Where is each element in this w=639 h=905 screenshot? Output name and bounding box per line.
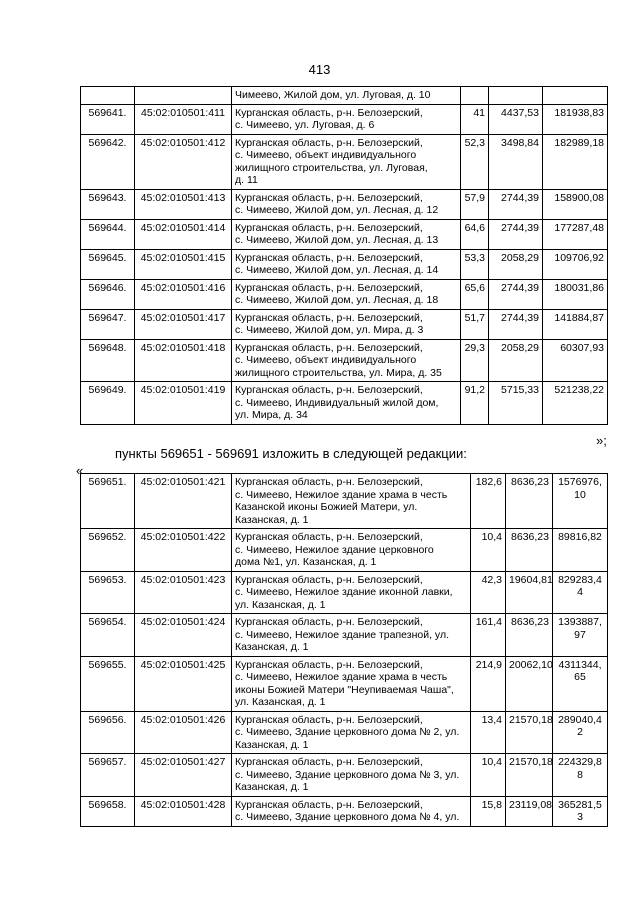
cadastral-number-cell: 45:02:010501:427 [135,754,232,797]
specific-value-cell: 2744,39 [489,309,543,339]
table-row [81,189,608,219]
cadastral-number-cell: 45:02:010501:428 [135,796,232,826]
row-number-cell: 569644. [81,219,135,249]
specific-value-cell: 3498,84 [489,134,543,189]
closing-quote: »; [596,433,607,448]
address-cell: Курганская область, р-н. Белозерский, с. Чимеево, объект индивидуального жилищного строительства, ул. Луговая, д. 11 [232,134,461,189]
cadastral-value-cell: 521238,22 [543,382,608,425]
cadastral-value-cell: 182989,18 [543,134,608,189]
address-cell: Курганская область, р-н. Белозерский, с. Чимеево, Нежилое здание иконной лавки, ул. Казанская, д. 1 [232,571,471,614]
row-number-cell: 569643. [81,189,135,219]
specific-value-cell: 2744,39 [489,279,543,309]
row-number-cell: 569657. [81,754,135,797]
area-cell [461,87,489,105]
page-number: 413 [308,62,331,77]
address-cell: Курганская область, р-н. Белозерский, с. Чимеево, Нежилое здание трапезной, ул. Казанская, д. 1 [232,614,471,657]
cadastral-number-cell: 45:02:010501:416 [135,279,232,309]
address-cell: Курганская область, р-н. Белозерский, с. Чимеево, объект индивидуального жилищного строительства, ул. Мира, д. 35 [232,339,461,382]
cadastral-value-cell: 177287,48 [543,219,608,249]
address-cell: Курганская область, р-н. Белозерский, с. Чимеево, Здание церковного дома № 3, ул. Казанская, д. 1 [232,754,471,797]
area-cell: 13,4 [471,711,506,754]
cadastral-value-cell: 224329,88 [553,754,608,797]
cadastral-value-cell: 4311344,65 [553,656,608,711]
address-cell: Чимеево, Жилой дом, ул. Луговая, д. 10 [232,87,461,105]
amendment-instruction: пункты 569651 - 569691 изложить в следующей редакции: [115,446,467,461]
table-row [81,309,608,339]
area-cell: 15,8 [471,796,506,826]
property-table-1 [80,86,608,425]
table-row [81,614,608,657]
area-cell: 64,6 [461,219,489,249]
cadastral-value-cell: 1576976,10 [553,474,608,529]
specific-value-cell: 8636,23 [506,529,553,572]
area-cell: 29,3 [461,339,489,382]
cadastral-value-cell: 1393887,97 [553,614,608,657]
cadastral-value-cell [543,87,608,105]
opening-quote: « [76,463,84,478]
cadastral-number-cell: 45:02:010501:413 [135,189,232,219]
table-row [81,219,608,249]
area-cell: 42,3 [471,571,506,614]
address-cell: Курганская область, р-н. Белозерский, с. Чимеево, Здание церковного дома № 2, ул. Казанская, д. 1 [232,711,471,754]
cadastral-number-cell: 45:02:010501:415 [135,249,232,279]
area-cell: 41 [461,104,489,134]
area-cell: 65,6 [461,279,489,309]
cadastral-value-cell: 158900,08 [543,189,608,219]
table-row [81,711,608,754]
cadastral-number-cell: 45:02:010501:414 [135,219,232,249]
area-cell: 51,7 [461,309,489,339]
cadastral-number-cell: 45:02:010501:424 [135,614,232,657]
specific-value-cell: 21570,18 [506,711,553,754]
cadastral-number-cell: 45:02:010501:412 [135,134,232,189]
address-cell: Курганская область, р-н. Белозерский, с. Чимеево, Жилой дом, ул. Мира, д. 3 [232,309,461,339]
cadastral-value-cell: 141884,87 [543,309,608,339]
area-cell: 214,9 [471,656,506,711]
cadastral-value-cell: 109706,92 [543,249,608,279]
cadastral-value-cell: 365281,53 [553,796,608,826]
row-number-cell: 569649. [81,382,135,425]
area-cell: 57,9 [461,189,489,219]
cadastral-number-cell: 45:02:010501:422 [135,529,232,572]
row-number-cell: 569646. [81,279,135,309]
property-table-2 [80,473,608,827]
specific-value-cell: 23119,08 [506,796,553,826]
row-number-cell: 569645. [81,249,135,279]
row-number-cell: 569655. [81,656,135,711]
row-number-cell: 569654. [81,614,135,657]
area-cell: 161,4 [471,614,506,657]
cadastral-value-cell: 181938,83 [543,104,608,134]
table-row [81,279,608,309]
table-row [81,754,608,797]
table-row [81,249,608,279]
cadastral-value-cell: 289040,42 [553,711,608,754]
address-cell: Курганская область, р-н. Белозерский, с. Чимеево, Нежилое здание храма в честь иконы Божией Матери "Неупиваемая Чаша", ул. Казанская, д. 1 [232,656,471,711]
specific-value-cell: 19604,81 [506,571,553,614]
table-row [81,796,608,826]
specific-value-cell: 21570,18 [506,754,553,797]
table-row [81,529,608,572]
table-row [81,571,608,614]
address-cell: Курганская область, р-н. Белозерский, с. Чимеево, Жилой дом, ул. Лесная, д. 18 [232,279,461,309]
cadastral-value-cell: 829283,44 [553,571,608,614]
area-cell: 182,6 [471,474,506,529]
cadastral-number-cell: 45:02:010501:426 [135,711,232,754]
cadastral-number-cell: 45:02:010501:423 [135,571,232,614]
address-cell: Курганская область, р-н. Белозерский, с. Чимеево, Жилой дом, ул. Лесная, д. 14 [232,249,461,279]
cadastral-number-cell: 45:02:010501:411 [135,104,232,134]
row-number-cell: 569656. [81,711,135,754]
specific-value-cell: 2744,39 [489,189,543,219]
table-row [81,339,608,382]
cadastral-value-cell: 89816,82 [553,529,608,572]
table-row [81,474,608,529]
area-cell: 91,2 [461,382,489,425]
row-number-cell: 569641. [81,104,135,134]
specific-value-cell: 8636,23 [506,474,553,529]
cadastral-number-cell [135,87,232,105]
row-number-cell: 569648. [81,339,135,382]
area-cell: 10,4 [471,754,506,797]
cadastral-number-cell: 45:02:010501:417 [135,309,232,339]
specific-value-cell [489,87,543,105]
table-row [81,656,608,711]
table-row [81,104,608,134]
address-cell: Курганская область, р-н. Белозерский, с. Чимеево, Индивидуальный жилой дом, ул. Мира, д. 34 [232,382,461,425]
row-number-cell: 569652. [81,529,135,572]
specific-value-cell: 4437,53 [489,104,543,134]
area-cell: 53,3 [461,249,489,279]
area-cell: 52,3 [461,134,489,189]
address-cell: Курганская область, р-н. Белозерский, с. Чимеево, Жилой дом, ул. Лесная, д. 13 [232,219,461,249]
cadastral-value-cell: 60307,93 [543,339,608,382]
table-row [81,87,608,105]
cadastral-number-cell: 45:02:010501:425 [135,656,232,711]
specific-value-cell: 5715,33 [489,382,543,425]
table-row [81,134,608,189]
table-row [81,382,608,425]
address-cell: Курганская область, р-н. Белозерский, с. Чимеево, Здание церковного дома № 4, ул. [232,796,471,826]
row-number-cell: 569642. [81,134,135,189]
row-number-cell: 569658. [81,796,135,826]
row-number-cell: 569653. [81,571,135,614]
address-cell: Курганская область, р-н. Белозерский, с. Чимеево, ул. Луговая, д. 6 [232,104,461,134]
specific-value-cell: 8636,23 [506,614,553,657]
specific-value-cell: 2058,29 [489,249,543,279]
row-number-cell [81,87,135,105]
address-cell: Курганская область, р-н. Белозерский, с. Чимеево, Нежилое здание храма в честь Казанской иконы Божией Матери, ул. Казанская, д. 1 [232,474,471,529]
row-number-cell: 569647. [81,309,135,339]
cadastral-number-cell: 45:02:010501:418 [135,339,232,382]
row-number-cell: 569651. [81,474,135,529]
specific-value-cell: 20062,10 [506,656,553,711]
cadastral-value-cell: 180031,86 [543,279,608,309]
area-cell: 10,4 [471,529,506,572]
address-cell: Курганская область, р-н. Белозерский, с. Чимеево, Нежилое здание церковного дома №1, ул. Казанская, д. 1 [232,529,471,572]
cadastral-number-cell: 45:02:010501:419 [135,382,232,425]
specific-value-cell: 2744,39 [489,219,543,249]
address-cell: Курганская область, р-н. Белозерский, с. Чимеево, Жилой дом, ул. Лесная, д. 12 [232,189,461,219]
cadastral-number-cell: 45:02:010501:421 [135,474,232,529]
specific-value-cell: 2058,29 [489,339,543,382]
